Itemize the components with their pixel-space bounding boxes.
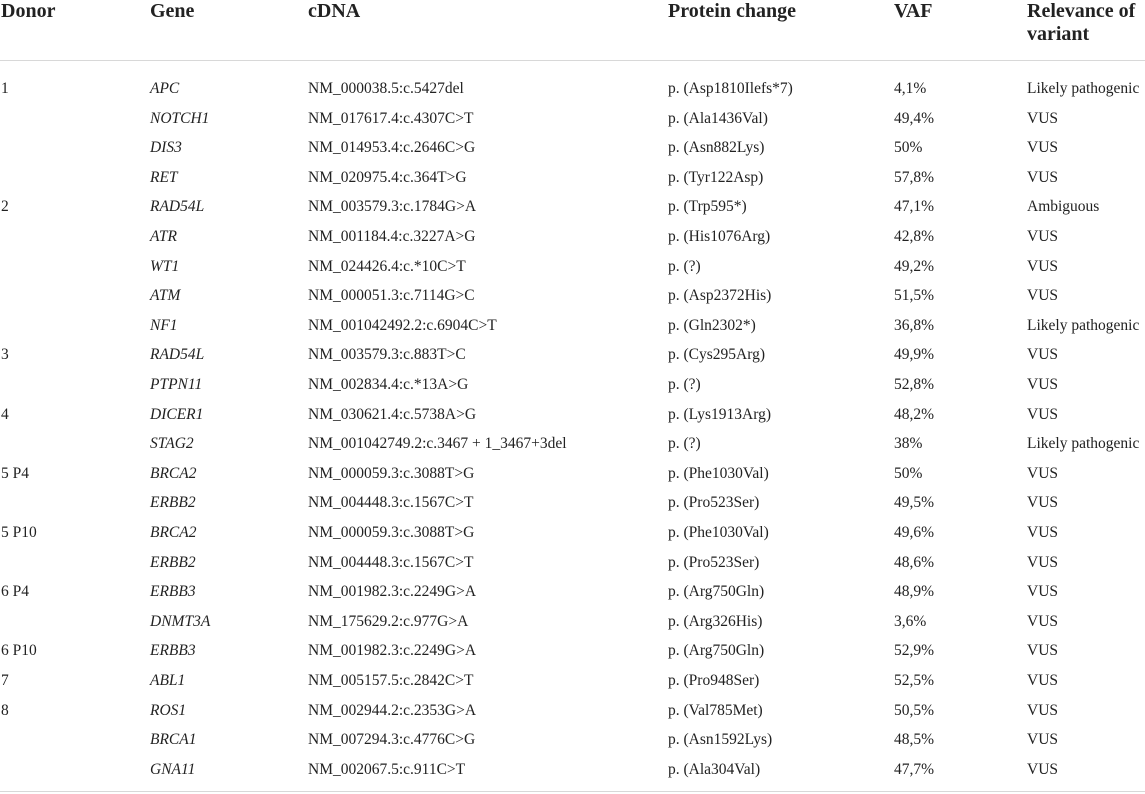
cell-relevance: Ambiguous [1027, 198, 1100, 216]
table-row [0, 731, 1145, 761]
cell-vaf: 49,6% [894, 524, 935, 541]
table-row [0, 376, 1145, 406]
table-row [0, 287, 1145, 317]
table-row [0, 110, 1145, 140]
cell-donor: 1 [1, 80, 9, 97]
cell-vaf: 50,5% [894, 701, 935, 719]
cell-protein-change: p. (Arg750Gln) [668, 583, 765, 601]
cell-cdna: NM_001184.4:c.3227A>G [308, 228, 476, 245]
cell-relevance: Likely pathogenic [1027, 80, 1140, 97]
cell-gene: ERBB3 [150, 642, 196, 660]
cell-donor: 2 [1, 198, 9, 216]
table-row [0, 139, 1145, 169]
table-row [0, 613, 1145, 643]
cell-relevance: VUS [1027, 494, 1059, 512]
cell-vaf: 52,5% [894, 672, 935, 689]
cell-vaf: 49,5% [894, 494, 935, 512]
cell-gene: RAD54L [150, 198, 205, 216]
cell-donor: 8 [1, 701, 9, 719]
cell-gene: ABL1 [150, 672, 186, 689]
cell-vaf: 50% [894, 464, 923, 482]
header-vaf: VAF [894, 0, 933, 22]
cell-gene: ATR [150, 228, 177, 245]
table-row [0, 435, 1145, 465]
table-row [0, 702, 1145, 732]
cell-gene: NF1 [150, 316, 178, 334]
cell-relevance: VUS [1027, 731, 1059, 749]
cell-relevance: VUS [1027, 760, 1059, 778]
cell-gene: ERBB3 [150, 583, 196, 601]
cell-donor: 5 P4 [1, 464, 29, 482]
cell-cdna: NM_004448.3:c.1567C>T [308, 553, 474, 571]
cell-protein-change: p. (His1076Arg) [668, 228, 771, 245]
cell-gene: ERBB2 [150, 494, 196, 512]
table-row [0, 554, 1145, 584]
cell-protein-change: p. (Cys295Arg) [668, 346, 766, 364]
cell-protein-change: p. (Arg750Gln) [668, 642, 765, 660]
cell-donor: 6 P4 [1, 583, 29, 601]
cell-relevance: VUS [1027, 642, 1059, 660]
cell-gene: NOTCH1 [150, 109, 210, 127]
cell-protein-change: p. (Asn1592Lys) [668, 731, 773, 749]
cell-gene: DNMT3A [150, 612, 211, 630]
cell-protein-change: p. (Asp2372His) [668, 287, 772, 305]
cell-cdna: NM_003579.3:c.1784G>A [308, 198, 477, 216]
cell-relevance: VUS [1027, 464, 1059, 482]
cell-relevance: VUS [1027, 168, 1059, 186]
cell-vaf: 52,8% [894, 376, 935, 393]
cell-gene: APC [150, 80, 180, 97]
table-row [0, 346, 1145, 376]
cell-relevance: VUS [1027, 287, 1059, 305]
cell-relevance: VUS [1027, 228, 1059, 245]
cell-relevance: VUS [1027, 346, 1059, 364]
cell-cdna: NM_000051.3:c.7114G>C [308, 287, 475, 305]
cell-protein-change: p. (Pro523Ser) [668, 553, 760, 571]
cell-vaf: 52,9% [894, 642, 935, 660]
cell-donor: 5 P10 [1, 524, 37, 541]
cell-vaf: 47,7% [894, 760, 935, 778]
cell-donor: 4 [1, 405, 9, 423]
cell-vaf: 48,5% [894, 731, 935, 749]
cell-donor: 3 [1, 346, 9, 364]
cell-vaf: 48,6% [894, 553, 935, 571]
cell-vaf: 36,8% [894, 316, 935, 334]
cell-protein-change: p. (Val785Met) [668, 701, 763, 719]
cell-cdna: NM_001982.3:c.2249G>A [308, 642, 477, 660]
cell-cdna: NM_001042749.2:c.3467 + 1_3467+3del [308, 435, 567, 453]
cell-gene: BRCA2 [150, 524, 197, 541]
cell-gene: BRCA1 [150, 731, 197, 749]
cell-gene: WT1 [150, 257, 180, 275]
cell-protein-change: p. (Gln2302*) [668, 316, 756, 334]
cell-relevance: VUS [1027, 376, 1059, 393]
header-protein-change: Protein change [668, 0, 796, 22]
cell-vaf: 47,1% [894, 198, 935, 216]
table-header [0, 0, 1145, 61]
cell-cdna: NM_000059.3:c.3088T>G [308, 524, 475, 541]
header-gene: Gene [150, 0, 195, 22]
cell-gene: ERBB2 [150, 553, 196, 571]
cell-relevance: VUS [1027, 553, 1059, 571]
cell-cdna: NM_000059.3:c.3088T>G [308, 464, 475, 482]
cell-cdna: NM_001982.3:c.2249G>A [308, 583, 477, 601]
cell-cdna: NM_020975.4:c.364T>G [308, 168, 467, 186]
table-row [0, 198, 1145, 228]
cell-relevance: VUS [1027, 524, 1059, 541]
table-row [0, 228, 1145, 258]
cell-protein-change: p. (Phe1030Val) [668, 464, 769, 482]
cell-protein-change: p. (?) [668, 435, 701, 453]
cell-vaf: 4,1% [894, 80, 927, 97]
table-row [0, 80, 1145, 110]
cell-protein-change: p. (Phe1030Val) [668, 524, 769, 541]
cell-relevance: VUS [1027, 672, 1059, 689]
cell-vaf: 49,4% [894, 109, 935, 127]
cell-cdna: NM_005157.5:c.2842C>T [308, 672, 474, 689]
table-row [0, 494, 1145, 524]
cell-relevance: VUS [1027, 612, 1059, 630]
table-row [0, 169, 1145, 199]
cell-cdna: NM_017617.4:c.4307C>T [308, 109, 474, 127]
cell-relevance: VUS [1027, 139, 1059, 157]
cell-gene: ROS1 [150, 701, 187, 719]
cell-protein-change: p. (Tyr122Asp) [668, 168, 764, 186]
cell-protein-change: p. (Ala304Val) [668, 760, 761, 778]
table-row [0, 583, 1145, 613]
header-relevance: Relevance of variant [1027, 0, 1136, 45]
cell-relevance: VUS [1027, 405, 1059, 423]
cell-gene: DIS3 [150, 139, 182, 157]
cell-gene: RET [150, 168, 178, 186]
cell-cdna: NM_000038.5:c.5427del [308, 80, 464, 97]
cell-gene: RAD54L [150, 346, 205, 364]
table-row [0, 406, 1145, 436]
cell-vaf: 49,9% [894, 346, 935, 364]
table-row [0, 524, 1145, 554]
cell-vaf: 3,6% [894, 612, 927, 630]
cell-protein-change: p. (Trp595*) [668, 198, 747, 216]
table-row [0, 672, 1145, 702]
cell-protein-change: p. (Ala1436Val) [668, 109, 768, 127]
cell-cdna: NM_014953.4:c.2646C>G [308, 139, 476, 157]
cell-protein-change: p. (?) [668, 257, 701, 275]
header-cdna: cDNA [308, 0, 361, 22]
cell-gene: GNA11 [150, 760, 196, 778]
table-row [0, 258, 1145, 288]
cell-vaf: 42,8% [894, 228, 935, 245]
cell-cdna: NM_002834.4:c.*13A>G [308, 376, 469, 393]
cell-relevance: Likely pathogenic [1027, 435, 1140, 453]
cell-gene: STAG2 [150, 435, 194, 453]
cell-cdna: NM_002067.5:c.911C>T [308, 760, 466, 778]
table-row [0, 761, 1145, 791]
cell-donor: 7 [1, 672, 9, 689]
cell-cdna: NM_030621.4:c.5738A>G [308, 405, 477, 423]
cell-cdna: NM_004448.3:c.1567C>T [308, 494, 474, 512]
cell-gene: PTPN11 [150, 376, 203, 393]
cell-cdna: NM_002944.2:c.2353G>A [308, 701, 477, 719]
header-donor: Donor [1, 0, 56, 22]
cell-vaf: 48,9% [894, 583, 935, 601]
table-row [0, 642, 1145, 672]
cell-relevance: VUS [1027, 109, 1059, 127]
cell-vaf: 50% [894, 139, 923, 157]
cell-protein-change: p. (Pro948Ser) [668, 672, 760, 689]
cell-relevance: VUS [1027, 701, 1059, 719]
cell-protein-change: p. (?) [668, 376, 701, 393]
cell-protein-change: p. (Arg326His) [668, 612, 763, 630]
cell-vaf: 57,8% [894, 168, 935, 186]
cell-cdna: NM_175629.2:c.977G>A [308, 612, 469, 630]
cell-protein-change: p. (Asp1810Ilefs*7) [668, 80, 793, 97]
cell-vaf: 51,5% [894, 287, 935, 305]
cell-protein-change: p. (Lys1913Arg) [668, 405, 772, 423]
cell-protein-change: p. (Asn882Lys) [668, 139, 765, 157]
cell-cdna: NM_001042492.2:c.6904C>T [308, 316, 497, 334]
table-row [0, 317, 1145, 347]
cell-relevance: Likely pathogenic [1027, 316, 1140, 334]
cell-gene: DICER1 [150, 405, 204, 423]
cell-relevance: VUS [1027, 583, 1059, 601]
cell-cdna: NM_007294.3:c.4776C>G [308, 731, 476, 749]
cell-gene: ATM [150, 287, 181, 305]
cell-vaf: 38% [894, 435, 923, 453]
cell-cdna: NM_003579.3:c.883T>C [308, 346, 466, 364]
table-row [0, 465, 1145, 495]
bottom-rule [0, 791, 1145, 792]
cell-protein-change: p. (Pro523Ser) [668, 494, 760, 512]
cell-relevance: VUS [1027, 257, 1059, 275]
cell-donor: 6 P10 [1, 642, 37, 660]
cell-cdna: NM_024426.4:c.*10C>T [308, 257, 466, 275]
cell-vaf: 48,2% [894, 405, 935, 423]
cell-gene: BRCA2 [150, 464, 197, 482]
cell-vaf: 49,2% [894, 257, 935, 275]
